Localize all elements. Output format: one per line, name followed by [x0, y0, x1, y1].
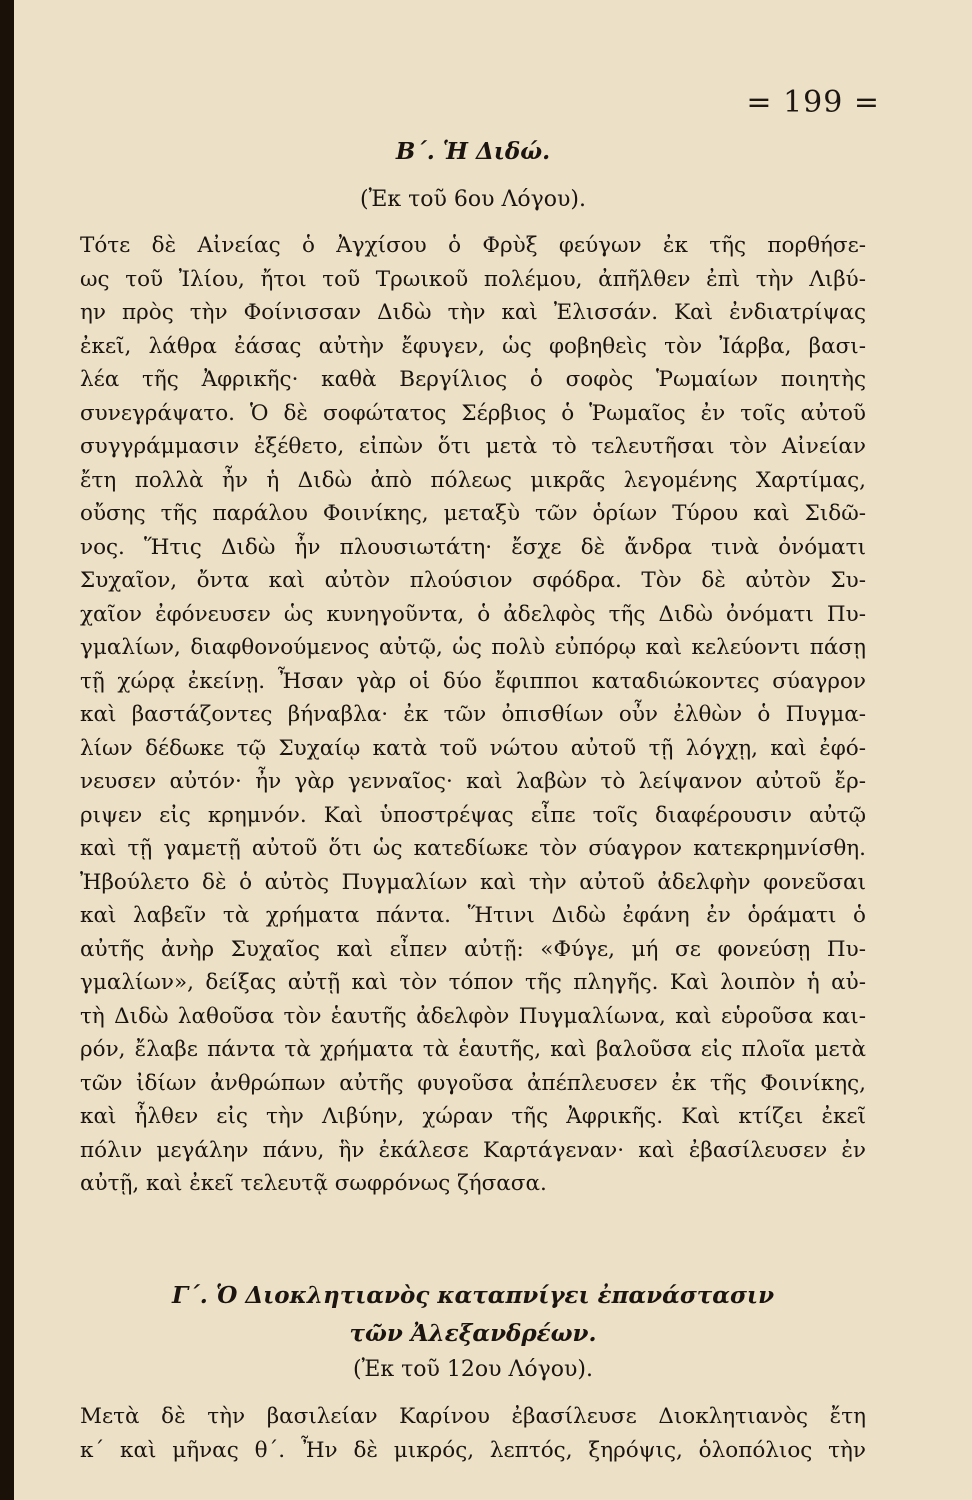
- page-number: = 199 =: [746, 85, 880, 120]
- section-b-source: (Ἐκ τοῦ 6ου Λόγου).: [360, 187, 586, 212]
- text-line: Συχαῖον, ὄντα καὶ αὐτὸν πλούσιον σφόδρα. Τὸν δὲ αὐτὸν Συ-: [80, 568, 866, 593]
- text-line: Μετὰ δὲ τὴν βασιλείαν Καρίνου ἐβασίλευσε Διοκλητιανὸς ἔτη: [80, 1404, 866, 1429]
- text-line: νος. Ἥτις Διδὼ ἦν πλουσιωτάτη· ἔσχε δὲ ἄνδρα τινὰ ὀνόματι: [80, 534, 866, 560]
- text-line: χαῖον ἐφόνευσεν ὡς κυνηγοῦντα, ὁ ἀδελφὸς τῆς Διδὼ ὀνόματι Πυ-: [80, 601, 866, 627]
- book-page: [14, 0, 972, 1500]
- section-b-title: Β΄. Ἡ Διδώ.: [395, 138, 551, 165]
- text-line: καὶ βαστάζοντες βήναβλα· ἐκ τῶν ὀπισθίων οὖν ἐλθὼν ὁ Πυγμα-: [80, 702, 866, 727]
- text-line: καὶ λαβεῖν τὰ χρήματα πάντα. Ἥτινι Διδὼ ἐφάνη ἐν ὁράματι ὁ: [80, 903, 866, 928]
- text-line: ως τοῦ Ἰλίου, ἤτοι τοῦ Τρωικοῦ πολέμου, ἀπῆλθεν ἐπὶ τὴν Λιβύ-: [80, 266, 866, 292]
- text-line: λίων δέδωκε τῷ Συχαίῳ κατὰ τοῦ νώτου αὐτοῦ τῇ λόγχῃ, καὶ ἐφό-: [80, 735, 866, 761]
- text-line: αὐτῇ, καὶ ἐκεῖ τελευτᾷ σωφρόνως ζήσασα.: [80, 1171, 547, 1196]
- section-c-title-line2: τῶν Ἀλεξανδρέων.: [349, 1320, 597, 1347]
- text-line: γμαλίων», δείξας αὐτῇ καὶ τὸν τόπον τῆς πληγῆς. Καὶ λοιπὸν ἡ αὐ-: [80, 970, 866, 995]
- text-line: νευσεν αὐτόν· ἦν γὰρ γενναῖος· καὶ λαβὼν τὸ λείψανον αὐτοῦ ἔρ-: [80, 769, 866, 794]
- section-b-body: [80, 229, 866, 1201]
- text-line: τῶν ἰδίων ἀνθρώπων αὐτῆς φυγοῦσα ἀπέπλευσεν ἐκ τῆς Φοινίκης,: [80, 1070, 866, 1096]
- text-line: πόλιν μεγάλην πάνυ, ἣν ἐκάλεσε Καρτάγεναν· καὶ ἐβασίλευσεν ἐν: [80, 1137, 866, 1163]
- section-c-body: [80, 1400, 866, 1467]
- text-line: συγγράμμασιν ἐξέθετο, εἰπὼν ὅτι μετὰ τὸ τελευτῆσαι τὸν Αἰνείαν: [80, 434, 866, 459]
- text-line: αὐτῆς ἀνὴρ Συχαῖος καὶ εἶπεν αὐτῇ: «Φύγε, μή σε φονεύσῃ Πυ-: [80, 936, 866, 962]
- text-line: Τότε δὲ Αἰνείας ὁ Ἀγχίσου ὁ Φρὺξ φεύγων ἐκ τῆς πορθήσε-: [80, 233, 866, 258]
- section-c-source: (Ἐκ τοῦ 12ου Λόγου).: [353, 1357, 593, 1382]
- text-line: καὶ τῇ γαμετῇ αὐτοῦ ὅτι ὡς κατεδίωκε τὸν σύαγρον κατεκρημνίσθη.: [80, 836, 866, 861]
- text-line: ρόν, ἔλαβε πάντα τὰ χρήματα τὰ ἑαυτῆς, καὶ βαλοῦσα εἰς πλοῖα μετὰ: [80, 1037, 866, 1062]
- text-line: τῇ χώρᾳ ἐκείνῃ. Ἦσαν γὰρ οἱ δύο ἔφιπποι καταδιώκοντες σύαγρον: [80, 668, 866, 694]
- text-line: καὶ ἦλθεν εἰς τὴν Λιβύην, χώραν τῆς Ἀφρικῆς. Καὶ κτίζει ἐκεῖ: [80, 1104, 866, 1129]
- text-line: τὴ Διδὼ λαθοῦσα τὸν ἑαυτῆς ἀδελφὸν Πυγμαλίωνα, καὶ εὑροῦσα και-: [80, 1003, 866, 1029]
- text-line: γμαλίων, διαφθονούμενος αὐτῷ, ὡς πολὺ εὐπόρῳ καὶ κελεύοντι πάσῃ: [80, 635, 866, 660]
- section-c-title-line1: Γ΄. Ὁ Διοκλητιανὸς καταπνίγει ἐπανάστασιν: [171, 1282, 775, 1309]
- text-line: συνεγράψατο. Ὁ δὲ σοφώτατος Σέρβιος ὁ Ῥωμαῖος ἐν τοῖς αὐτοῦ: [80, 400, 866, 426]
- text-line: λέα τῆς Ἀφρικῆς· καθὰ Βεργίλιος ὁ σοφὸς Ῥωμαίων ποιητὴς: [80, 367, 866, 392]
- text-line: ἐκεῖ, λάθρα ἐάσας αὐτὴν ἔφυγεν, ὡς φοβηθεὶς τὸν Ἰάρβα, βασι-: [80, 333, 866, 359]
- text-line: ην πρὸς τὴν Φοίνισσαν Διδὼ τὴν καὶ Ἐλισσάν. Καὶ ἐνδιατρίψας: [80, 300, 866, 325]
- text-line: κ΄ καὶ μῆνας θ΄. Ἦν δὲ μικρός, λεπτός, ξηρόψις, ὁλοπόλιος τὴν: [80, 1437, 866, 1463]
- text-line: Ἠβούλετο δὲ ὁ αὐτὸς Πυγμαλίων καὶ τὴν αὐτοῦ ἀδελφὴν φονεῦσαι: [80, 869, 866, 895]
- text-line: ἔτη πολλὰ ἦν ἡ Διδὼ ἀπὸ πόλεως μικρᾶς λεγομένης Χαρτίμας,: [80, 467, 866, 493]
- text-line: ριψεν εἰς κρημνόν. Καὶ ὑποστρέψας εἶπε τοῖς διαφέρουσιν αὐτῷ: [80, 802, 866, 828]
- text-line: οὔσης τῆς παράλου Φοινίκης, μεταξὺ τῶν ὁρίων Τύρου καὶ Σιδῶ-: [80, 501, 866, 526]
